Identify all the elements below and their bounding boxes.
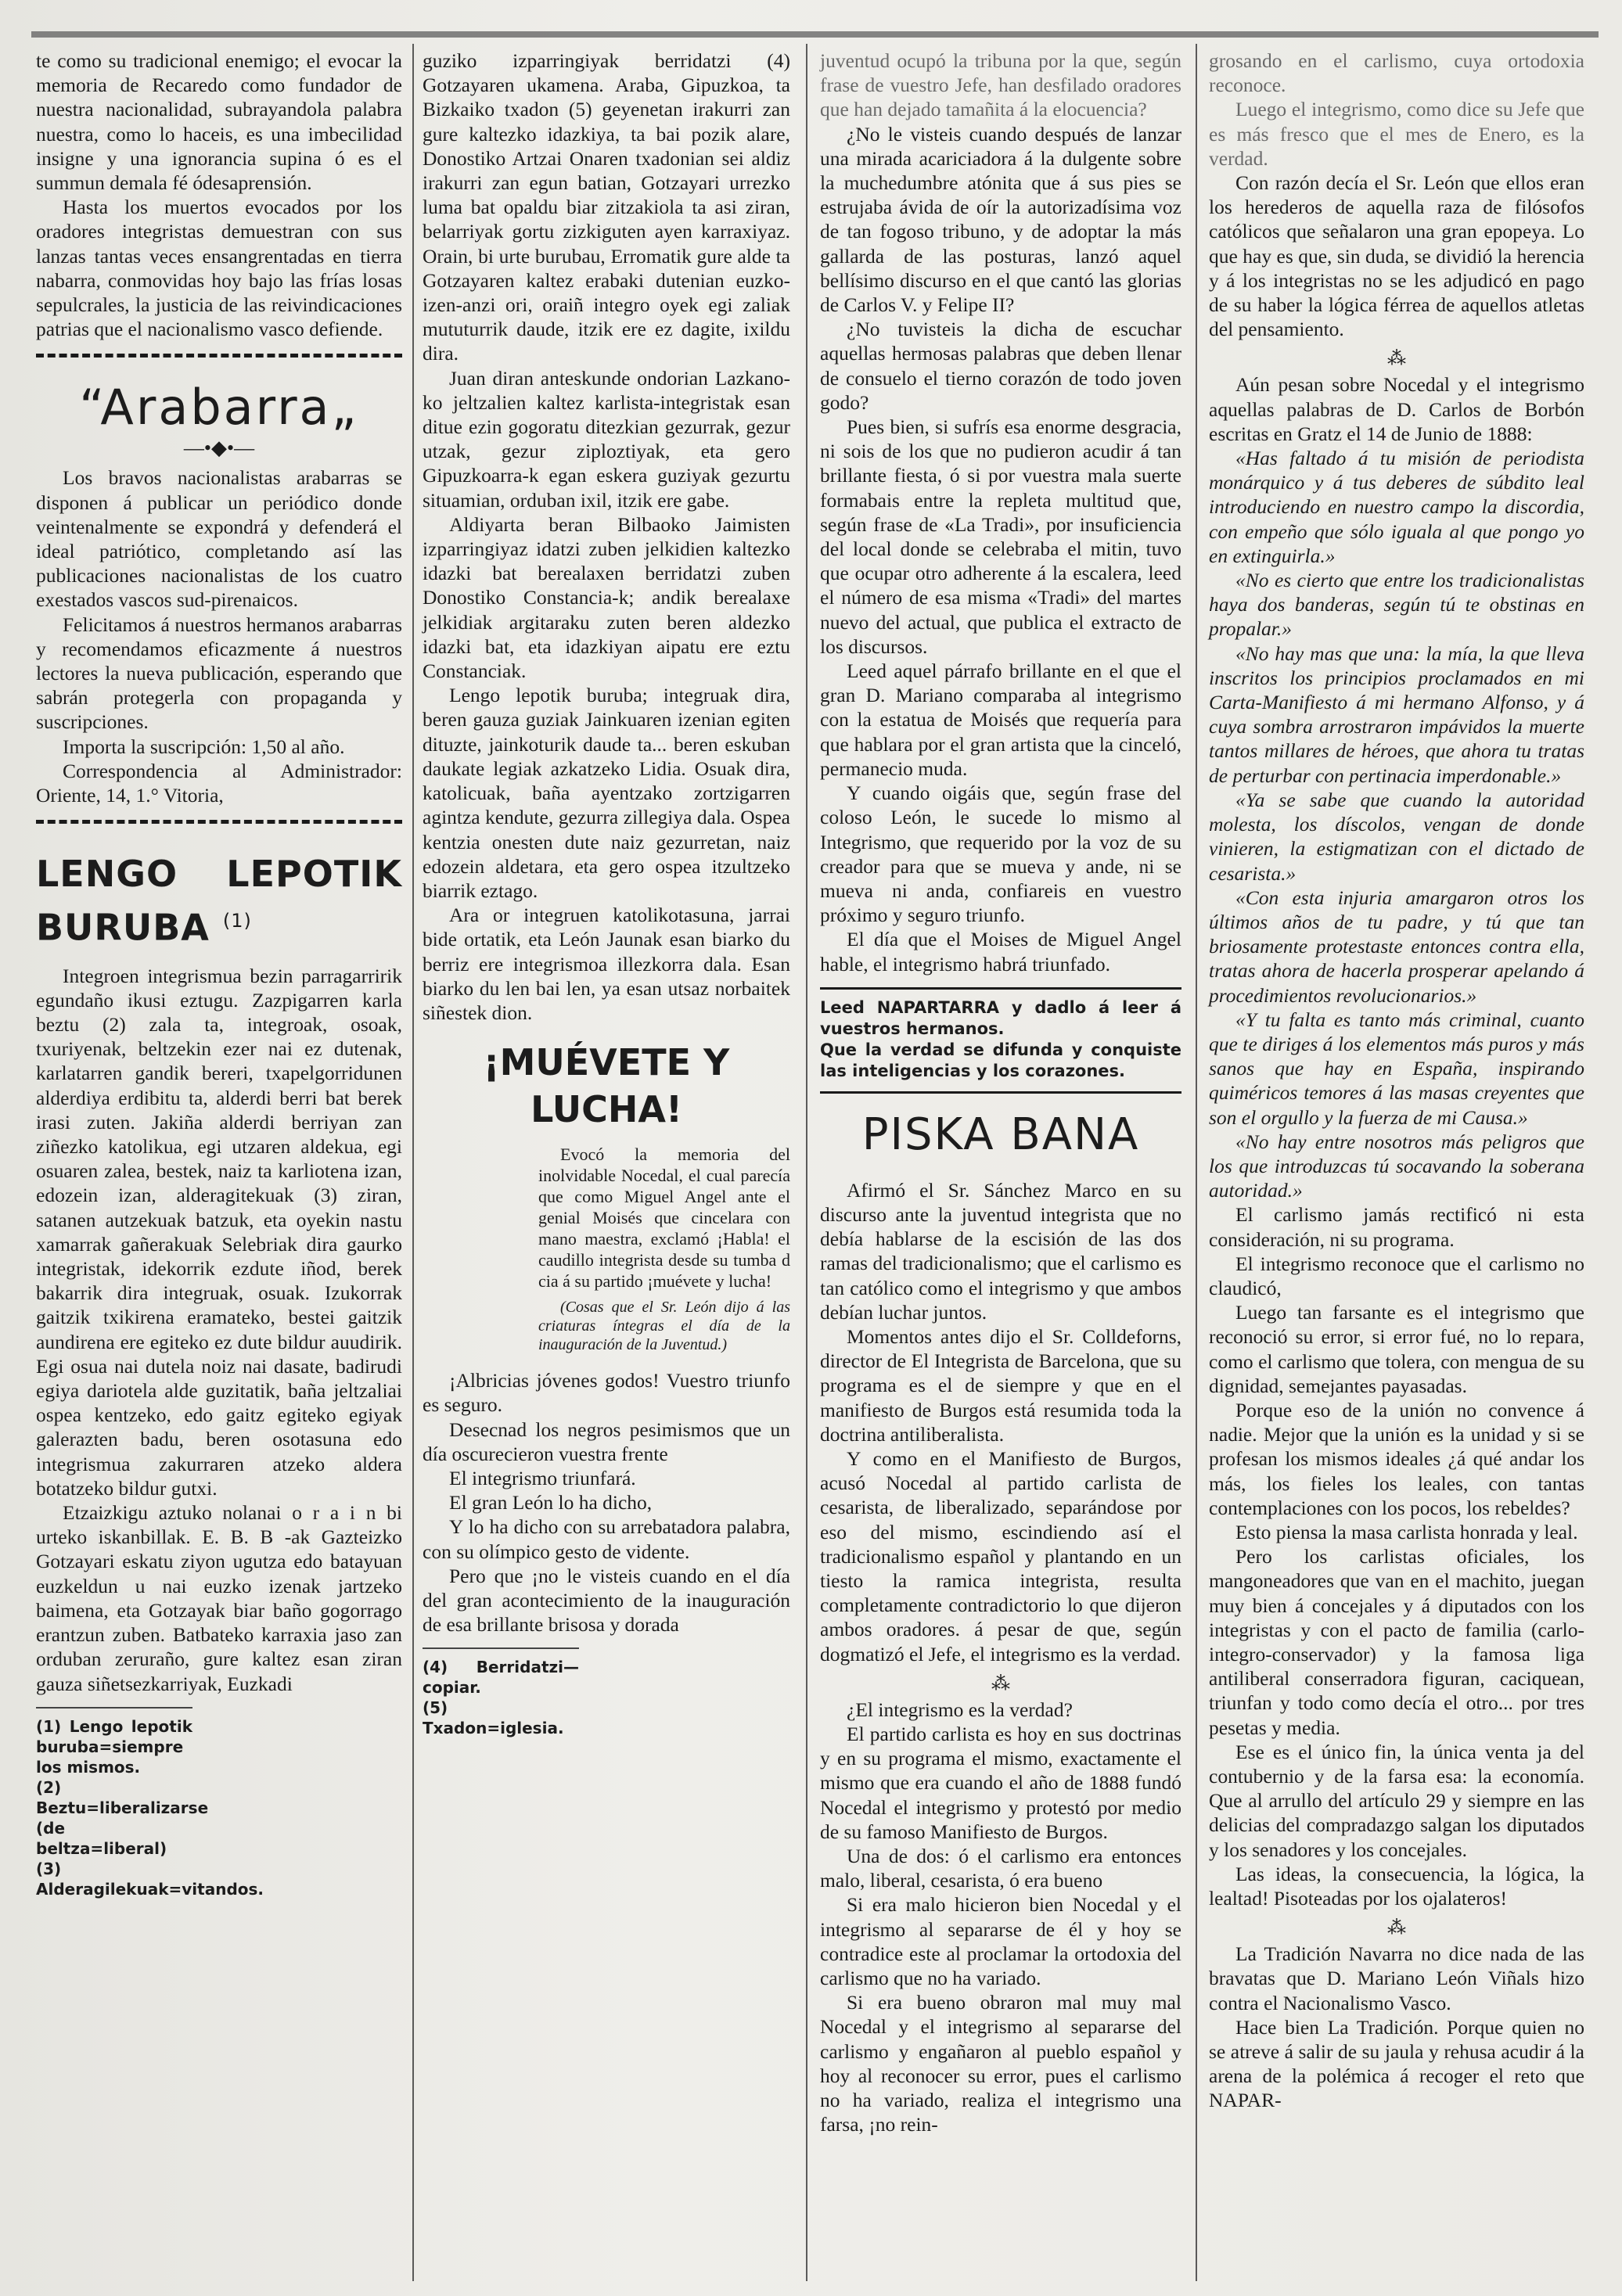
paragraph: juventud ocupó la tribuna por la que, según frase de vuestro Jefe, han desfilado oradores que han dejado tamañita á la elocuencia? bbox=[820, 49, 1181, 121]
paragraph: Aún pesan sobre Nocedal y el integrismo aquellas palabras de D. Carlos de Borbón escritas en Gratz el 14 de Junio de 1888: bbox=[1209, 373, 1584, 445]
asterism: ⁂ bbox=[1387, 349, 1406, 370]
paragraph: Ese es el único fin, la única venta ja del contubernio y de la farsa esa: la economía. Que al arrullo del artículo 29 y siempre en las delicias del compradazgo salgan los diputados y los senadores y los concejales. bbox=[1209, 1740, 1584, 1861]
paragraph: El integrismo reconoce que el carlismo no claudicó, bbox=[1209, 1252, 1584, 1299]
paragraph: Integroen integrismua bezin parragarririk egundaño ikusi eztugu. Zazpigarren karla beztu (2) zala ta, integroak, osoak, txuriyenak, beltzekin ezer nai ez dutenak, karlatarren gandik bereri, txapelgorridunen alderdiya erdibitu ta, alderdi berri bat berek irasi zuten. Jakiña alderdi berriyan zan ziñezko katolikua, egi utzaren aldekua, egi osuaren zalea, bestek, naiz ta karliotena izan, edozein izan, alderagitekuak (3) ziran, satanen autzekuak batzuk, eta oyekin nastu xamarrak gañerakuak Selebriak dira gaurko integristak, idekorrik ezdute iñod, berek bakarrik dira integruak, osuak. Izukorrak gaitzik txikirena eramateko, bestei gaitzik aundirena ere egiteko ez dute bildur auudirik. Egi osua nai dutela noiz nai dasate, badirudi egiya dariotela alde guzitatik, baña jeltzaliai ospea kentzeko, edo gaitz egiteko egiyak galerazten badu, beren osotasuna edo integrismua zakurraren atzeko aldera botatzeko bildur gutxi. bbox=[36, 964, 402, 1500]
column-1 bbox=[36, 49, 402, 1899]
paragraph: Hasta los muertos evocados por los oradores integristas demuestran con sus lanzas tantas veces ensangrentadas en tierra nabarra, conmovidas hoy bajo las frías losas sepulcrales, la justicia de las reivindicaciones patrias que el nacionalismo vasco defiende. bbox=[36, 196, 402, 341]
quotation: «Ya se sabe que cuando la autoridad molesta, los díscolos, vengan de donde vinieren, la estigmatizan con el dictado de cesarista.» bbox=[1209, 788, 1584, 885]
column-rule bbox=[1196, 44, 1197, 2281]
quotation: «Con esta injuria amargaron otros los últimos años de tu padre, y tú que tan briosamente protestaste entonces contra ella, tratas ahora de hacerla prosperar apelando á procedimientos revolucionarios.» bbox=[1209, 886, 1584, 1007]
ornamental-separator bbox=[36, 354, 402, 368]
paragraph: El partido carlista es hoy en sus doctrinas y en su programa el mismo, exactamente el mismo que era cuando el año de 1888 fundó Nocedal el integrismo y protestó por medio de su famoso Manifiesto de Burgos. bbox=[820, 1722, 1181, 1843]
footnotes bbox=[36, 1707, 264, 1899]
paragraph: ¿No le visteis cuando después de lanzar una mirada acariciadora á la dulgente sobre la muchedumbre atónita que á sus pies se estrujaba ávida de oír la autorizadísima voz de tan fogoso tribuno, y de adoptar la más gallarda de las posturas, lanzó aquel bellísimo discurso en el que cantó las glorias de Carlos V. y Felipe II? bbox=[820, 122, 1181, 317]
muevete-headline: ¡MUÉVETE Y LUCHA! bbox=[483, 1041, 730, 1131]
paragraph: te como su tradicional enemigo; el evocar la memoria de Recaredo como fundador de nuestra nacionalidad, subrayandola palabra nuestra, como lo haceis, es una imbecilidad insigne y una ignorancia supina ó es el summun demala fé ódesaprensión. bbox=[36, 49, 402, 195]
paragraph: Y cuando oigáis que, según frase del coloso León, le sucede lo mismo al Integrismo, que requerido por la voz de su creador para que se mueva y ande, ni se mueva ni anda, confiareis en vuestro próximo y seguro triunfo. bbox=[820, 782, 1181, 927]
paragraph: Aldiyarta beran Bilbaoko Jaimisten izparringiyaz idatzi zuben jelkidien kaltezko idazki bat berealaxen berridatzi zuben Donostiko Constancia-k; andik berealaxe jelkidiak argitaraku zuten beren aldezko idazki bat, eta idazkiyan aipatu ere eztu Constanciak. bbox=[423, 512, 790, 683]
paragraph: Con razón decía el Sr. León que ellos eran los herederos de aquella raza de filósofos católicos que señalaron una gran epopeya. Lo que hay es que, sin duda, se dividió la herencia y á los integristas no se les adjudicó en pago de su haber la lógica férrea de aquellos atletas del pensamiento. bbox=[1209, 171, 1584, 341]
column-4 bbox=[1209, 49, 1584, 2113]
callout-box bbox=[820, 987, 1181, 1094]
asterism: ⁂ bbox=[991, 1673, 1010, 1694]
quotation: «No hay entre nosotros más peligros que los que introduzcas tú socavando la soberana autoridad.» bbox=[1209, 1130, 1584, 1202]
footnote: (4) Berridatzi—copiar. bbox=[423, 1658, 579, 1698]
paragraph: Afirmó el Sr. Sánchez Marco en su discurso ante la juventud integrista que no debía hablarse de la escisión de las dos ramas del tradicionalismo; que el carlismo es tan católico como el integrismo y que ambos debían luchar juntos. bbox=[820, 1178, 1181, 1324]
paragraph: Y como en el Manifiesto de Burgos, acusó Nocedal al partido carlista de cesarista, de liberalizado, separándose por eso del mismo, escindiendo así el tradicionalismo español y plantando en un tiesto la ramica integrista, resulta completamente contradictorio lo que dijeron ambos oradores. á pesar de que, según dogmatizó el Jefe, el integrismo es la verdad. bbox=[820, 1446, 1181, 1665]
paragraph: Las ideas, la consecuencia, la lógica, la lealtad! Pisoteadas por los ojalateros! bbox=[1209, 1862, 1584, 1910]
paragraph: ¿El integrismo es la verdad? bbox=[847, 1698, 1073, 1721]
paragraph: Hace bien La Tradición. Porque quien no se atreve á salir de su jaula y rehusa acudir á la arena de la polémica á recoger el reto que NAPAR- bbox=[1209, 2015, 1584, 2112]
paragraph: Pero los carlistas oficiales, los mangoneadores que van en el machito, juegan muy bien á concejales y á diputados con los integristas y con el pacto de familia (carlo-integro-conservador) y la famosa liga antiliberal conserradora figuran, caciquean, triunfan y todo como decía el otro... por tres pesetas y media. bbox=[1209, 1545, 1584, 1739]
paragraph: Juan diran anteskunde ondorian Lazkano-ko jeltzalien kaltez karlista-integristak esan ditue ezin gogoratu ditezkian gezurrak, gezur utzak, gezur ziploztiyak, eta gero Gipuzkoarra-k egan eskera guziyak gezurtu situamian, orduban ixil, itzik ere gabe. bbox=[423, 366, 790, 512]
paragraph: Etzaizkigu aztuko nolanai o r a i n bi urteko iskanbillak. E. B. B -ak Gazteizko Gotzayari eskatu ziyon ugutza edo batayuan euzkeldun u nai euzko izenak jartzeko baimena, eta Gotzayak biar baño gogorrago erantzun zuben. Batbateko karraxia jaso zan orduban zeruraño, gure kaltez esan ziran gauza siñetsezkarriyak, Euzkadi bbox=[36, 1501, 402, 1695]
paragraph: Ara or integruen katolikotasuna, jarrai bide ortatik, eta León Jaunak esan biarko du berriz ere integrismoa illezkorra dala. Esan biarko du len bai len, ya esan utsaz norbaitek siñestek dion. bbox=[423, 904, 790, 1024]
paragraph: Desecnad los negros pesimismos que un día oscurecieron vuestra frente bbox=[423, 1417, 790, 1465]
asterism: ⁂ bbox=[1387, 1918, 1406, 1939]
top-rule bbox=[31, 31, 1599, 38]
paragraph: El integrismo triunfará. bbox=[449, 1466, 636, 1489]
footnote: (2) Beztu=liberalizarse (de beltza=liberal) bbox=[36, 1777, 209, 1858]
paragraph: Esto piensa la masa carlista honrada y leal. bbox=[1235, 1520, 1578, 1543]
column-rule bbox=[806, 44, 807, 2281]
paragraph: La Tradición Navarra no dice nada de las bravatas que D. Mariano León Viñals hizo contra el Nacionalismo Vasco. bbox=[1209, 1942, 1584, 2014]
quotation: «No hay mas que una: la mía, la que lleva inscritos los principios proclamados en mi Carta-Manifiesto á mi hermano Alfonso, y á cuya sombra arrostraron impávidos la muerte tantos millares de héroes, que ahora tu tratas de perturbar con pertinacia imperdonable.» bbox=[1209, 641, 1584, 787]
quotation: «Has faltado á tu misión de periodista monárquico y á tus deberes de súbdito leal introduciendo en nuestro campo la discordia, con empeño que sólo iguala al que pongo yo en extinguirla.» bbox=[1209, 447, 1584, 567]
headline-text: LENGO LEPOTIK BURUBA bbox=[36, 853, 402, 949]
paragraph: El gran León lo ha dicho, bbox=[449, 1491, 653, 1514]
epigraph-text: Evocó la memoria del inolvidable Nocedal, el cual parecía que como Miguel Angel ante el genial Moisés que cincelara con mano maestra, exclamó ¡Habla! el caudillo integrista desde su tumba d cia á su partido ¡muévete y lucha! bbox=[538, 1144, 790, 1292]
paragraph: Importa la suscripción: 1,50 al año. bbox=[63, 735, 345, 758]
paragraph: El día que el Moises de Miguel Angel hable, el integrismo habrá triunfado. bbox=[820, 928, 1181, 976]
epigraph bbox=[538, 1144, 790, 1354]
piska-bana-headline: PISKA BANA bbox=[861, 1108, 1140, 1160]
paragraph: Luego tan farsante es el integrismo que reconoció su error, si error fué, no lo repara, como el carlismo que tolera, con mengua de su dignidad, semejantes payasadas. bbox=[1209, 1301, 1584, 1397]
paragraph: Luego el integrismo, como dice su Jefe que es más fresco que el mes de Enero, es la verdad. bbox=[1209, 98, 1584, 170]
paragraph: guziko izparringiyak berridatzi (4) Gotzayaren ukamena. Araba, Gipuzkoa, ta Bizkaiko txadon (5) geyenetan irakurri zan gure kaltezko idazkiya, ta bai pozik alare, Donostiko Artzai Onaren txadonian sei aldiz irakurri zan egun batian, Gotzayari urrezko luma bat opaldu biar zitzakiola ta asi ziran, belarriyak gortu zizkiguten ayen karraxiyaz. Orain, bi urte burubau, Erromatik gure alde ta Gotzayaren kaltez erabaki dutenian euzko-izen-anzi ori, oraiñ integro oyek egi zaliak mututurrik daude, itzik ere ez dagite, ixildu dira. bbox=[423, 49, 790, 365]
epigraph-note: (Cosas que el Sr. León dijo á las criaturas íntegras el día de la inauguración de la Juventud.) bbox=[538, 1299, 790, 1354]
footnote: (5) Txadon=iglesia. bbox=[423, 1698, 564, 1738]
arabarra-title: “Arabarra„ bbox=[79, 379, 359, 437]
footnote-ref: (1) bbox=[222, 910, 252, 932]
quotation: «No es cierto que entre los tradicionalistas haya dos banderas, según tú te obstinas en propalar.» bbox=[1209, 569, 1584, 641]
paragraph: Si era bueno obraron mal muy mal Nocedal y el integrismo al separarse del carlismo y engañaron al pueblo español y hoy al reconocer su error, pues el carlismo no ha variado, realiza el integrismo una farsa, ¡no rein- bbox=[820, 1991, 1181, 2136]
footnote: (3) Alderagilekuak=vitandos. bbox=[36, 1859, 264, 1899]
paragraph: Y lo ha dicho con su arrebatadora palabra, con su olímpico gesto de vidente. bbox=[423, 1515, 790, 1563]
paragraph: Si era malo hicieron bien Nocedal y el integrismo al separarse de él y hoy se contradice este al proclamar la ortodoxia del carlismo que no ha variado. bbox=[820, 1893, 1181, 1990]
paragraph: Pues bien, si sufrís esa enorme desgracia, ni sois de los que no pudieron acudir á tan brillante fiesta, ó si por vuestra mala suerte formabais entre la repleta multitud que, según frase de «La Tradi», por insuficiencia del local donde se celebraba el mitin, tuvo que ocupar otro adherente á la escalera, leed el número de esa misma «Tradi» del martes nuevo del actual, que publica el extracto de los discursos. bbox=[820, 415, 1181, 658]
paragraph: ¿No tuvisteis la dicha de escuchar aquellas hermosas palabras que deben llenar de consuelo el tierno corazón de todo joven godo? bbox=[820, 318, 1181, 414]
paragraph: Felicitamos á nuestros hermanos arabarras y recomendamos eficazmente á nuestros lectores la nueva publicación, esperando que sabrán protegerla con propaganda y suscripciones. bbox=[36, 613, 402, 734]
paragraph: grosando en el carlismo, cuya ortodoxia reconoce. bbox=[1209, 49, 1584, 97]
callout-text: Que la verdad se difunda y conquiste las inteligencias y los corazones. bbox=[820, 1040, 1181, 1080]
callout-text: Leed NAPARTARRA y dadlo á leer á vuestros hermanos. bbox=[820, 997, 1181, 1038]
footnotes bbox=[423, 1647, 579, 1738]
column-2 bbox=[423, 49, 790, 1738]
paragraph: El carlismo jamás rectificó ni esta consideración, ni su programa. bbox=[1209, 1203, 1584, 1251]
paragraph: Momentos antes dijo el Sr. Colldeforns, director de El Integrista de Barcelona, que su programa es el de siempre y que en el manifiesto de Burgos está resumida toda la doctrina antiliberalista. bbox=[820, 1324, 1181, 1446]
paragraph: Pero que ¡no le visteis cuando en el día del gran acontecimiento de la inauguración de esa brillante brisosa y dorada bbox=[423, 1564, 790, 1637]
footnote: (1) Lengo lepotik buruba=siempre los mismos. bbox=[36, 1716, 192, 1777]
paragraph: Correspondencia al Administrador: Oriente, 14, 1.° Vitoria, bbox=[36, 759, 402, 807]
paragraph: Porque eso de la unión no convence á nadie. Mejor que la unión es la unidad y si se profesan los mismos ideales ¿á qué andar los más, los fieles los leales, con tantas contemplaciones con los pocos, los rebeldes? bbox=[1209, 1398, 1584, 1519]
lengo-headline bbox=[36, 850, 402, 950]
column-rule bbox=[412, 44, 414, 2281]
paragraph: ¡Albricias jóvenes godos! Vuestro triunfo es seguro. bbox=[423, 1369, 790, 1417]
paragraph: Lengo lepotik buruba; integruak dira, beren gauza guziak Jainkuaren izenian egiten dituzte, jainkoturik daude ta... beren eskuban daukate legiak azkatzeko Lidia. Osuak dira, katolicuak, baña ayentzako zortzigarren agintza kendute, gezurra zillegiya dala. Ospea kentzia onesten dute naiz gezurretan, naiz edozein aldetara, eta gero ospea itzultzeko biarrik eztago. bbox=[423, 684, 790, 902]
paragraph: Los bravos nacionalistas arabarras se disponen á publicar un periódico donde veintenalmente se expondrá y defenderá el ideal patriótico, completando así las publicaciones nacionalistas de los cuatro exestados vascos sud-pirenaicos. bbox=[36, 466, 402, 612]
quotation: «Y tu falta es tanto más criminal, cuanto que te diriges á los elementos más puros y más sanos que hay en España, inspirando quiméricos temores á las masas creyentes que son el orgullo y la fuerza de mi Causa.» bbox=[1209, 1008, 1584, 1129]
column-3 bbox=[820, 49, 1181, 2136]
paragraph: Leed aquel párrafo brillante en el que el gran D. Mariano comparaba al integrismo con la estatua de Moisés que requería para que hablara por el gran artista que la cinceló, permanecio muda. bbox=[820, 659, 1181, 780]
paragraph: Una de dos: ó el carlismo era entonces malo, liberal, cesarista, ó era bueno bbox=[820, 1845, 1181, 1892]
ornamental-separator bbox=[36, 820, 402, 835]
ornament: —•◆•— bbox=[183, 437, 255, 460]
